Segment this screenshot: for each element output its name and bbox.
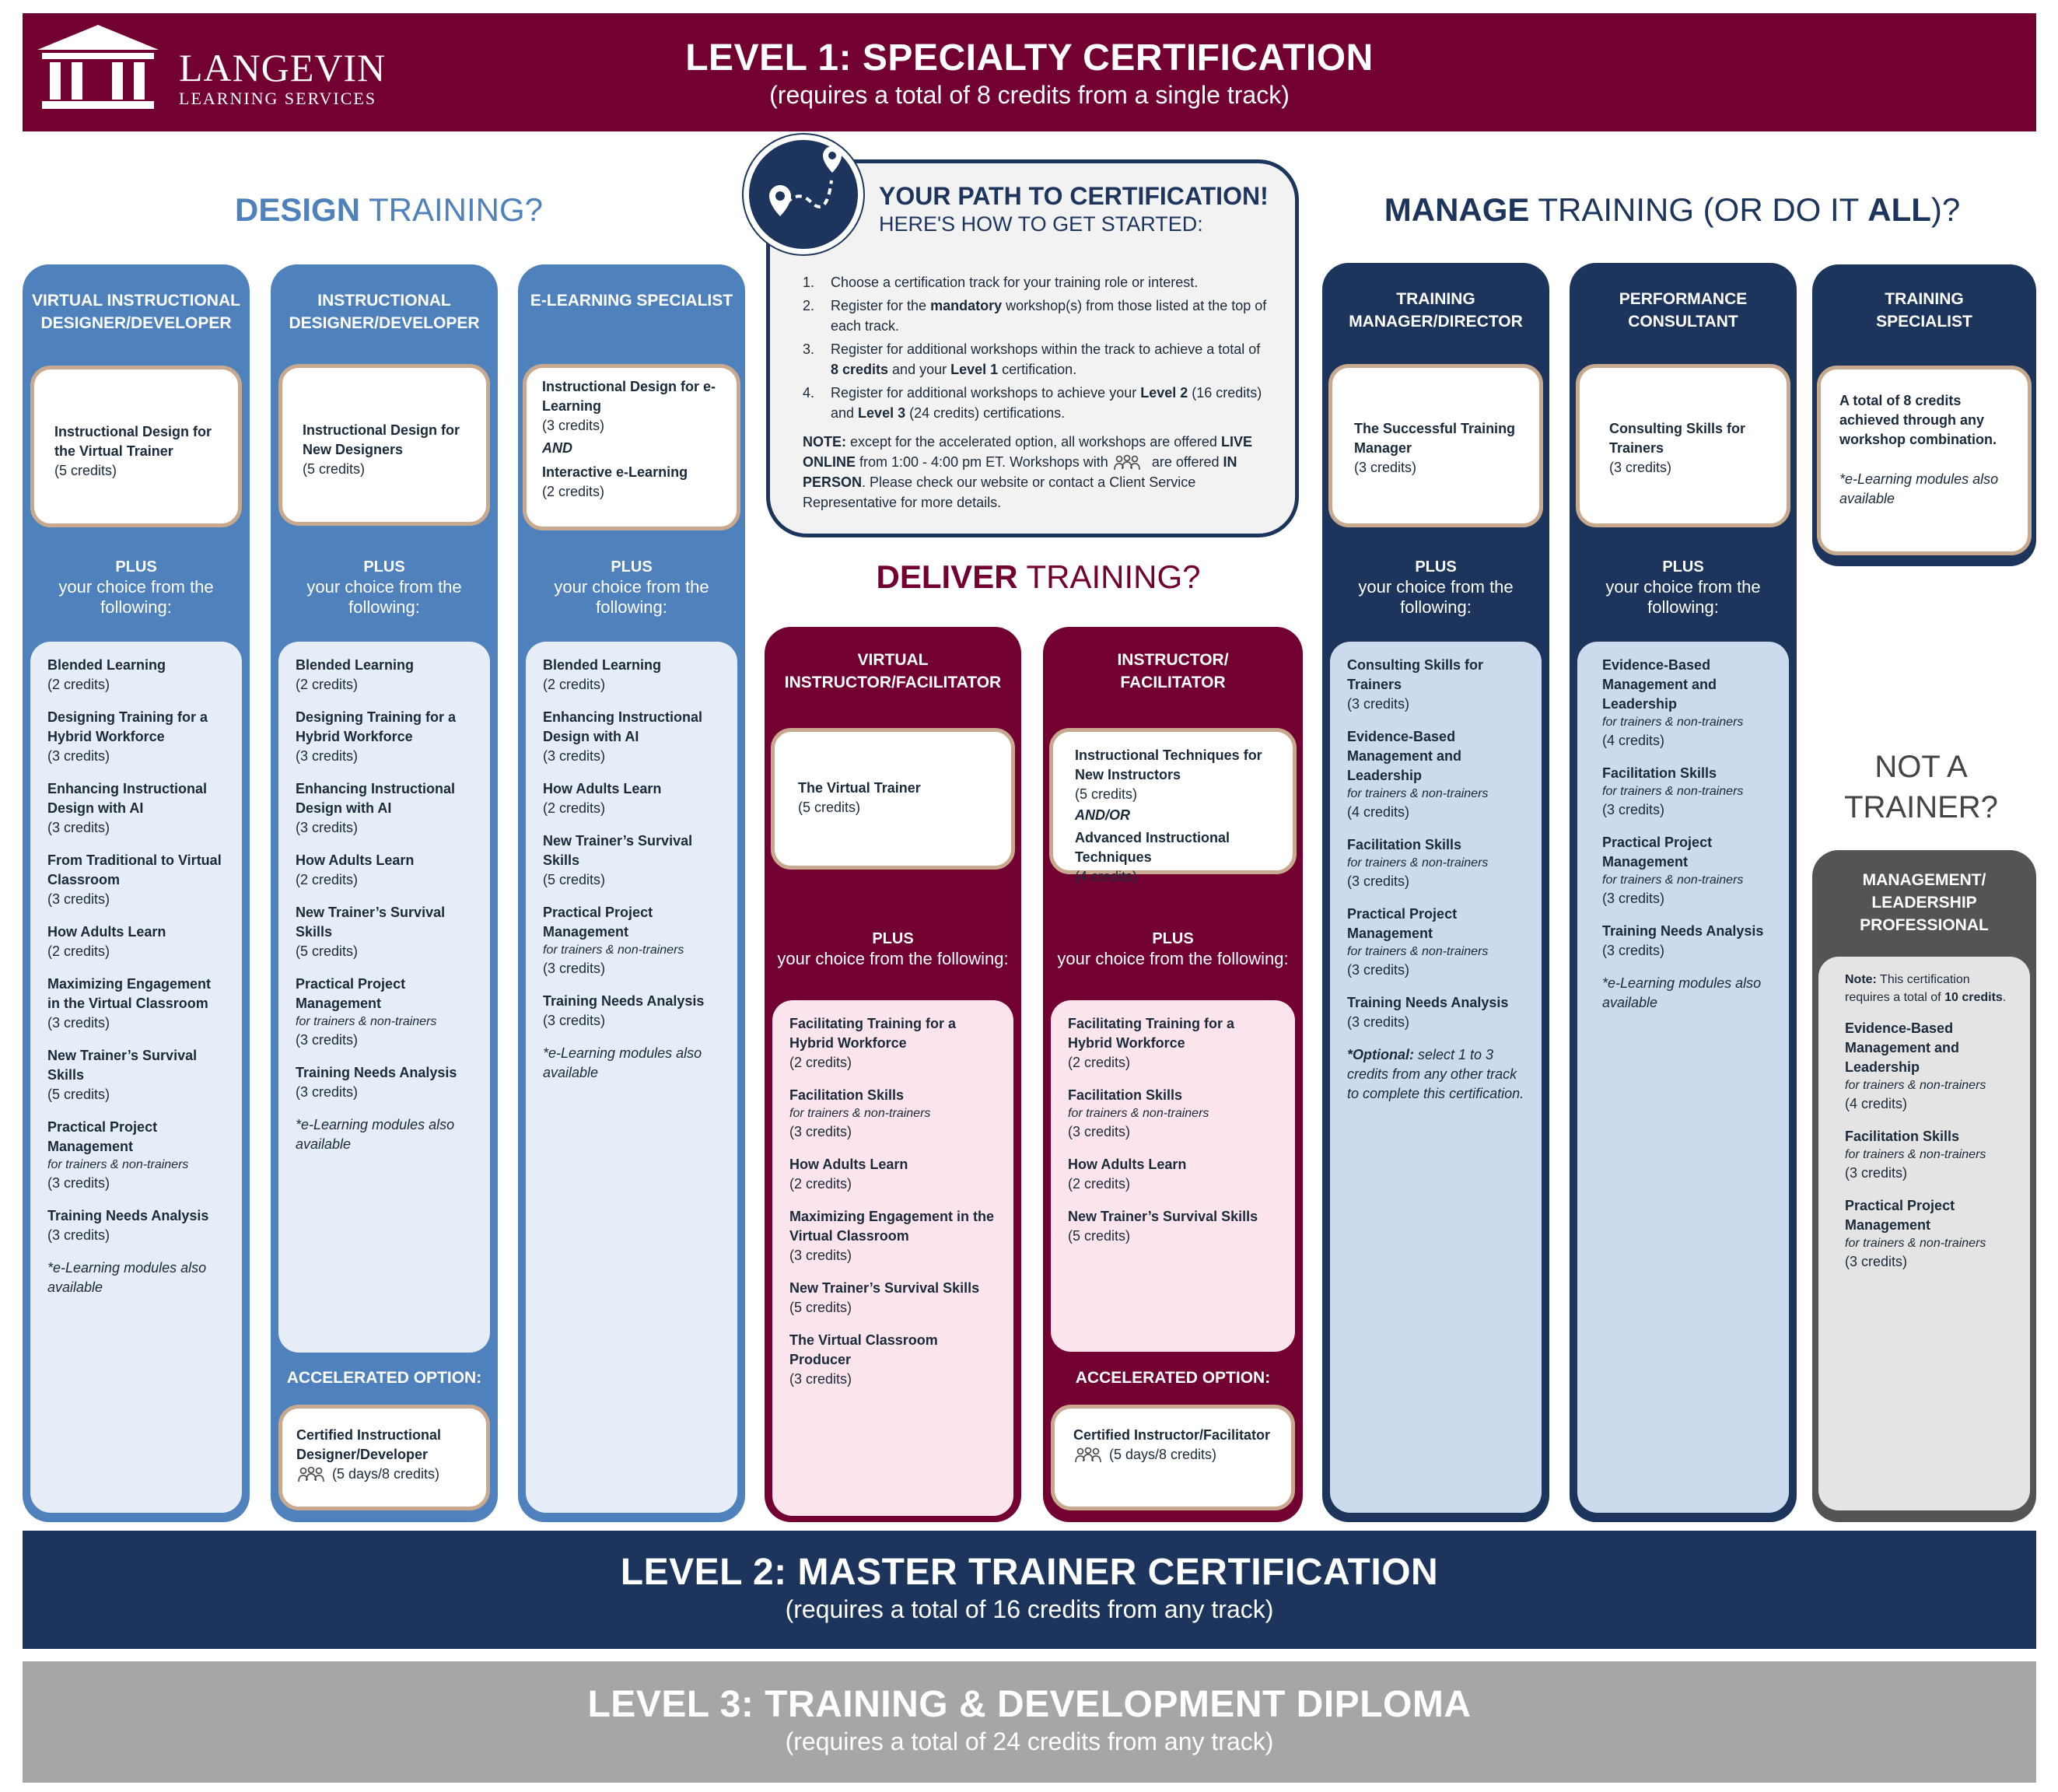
plus-choice-text: PLUS your choice from the following: — [306, 558, 462, 617]
elearning-note: *e-Learning modules also available — [1602, 975, 1762, 1010]
list-item[interactable]: Consulting Skills for Trainers (3 credits) — [1347, 657, 1484, 712]
accelerated-option-box[interactable]: Certified Instructor/Facilitator (5 days/8 credits) — [1051, 1405, 1295, 1510]
track-title: PERFORMANCE CONSULTANT — [1619, 290, 1748, 331]
list-item[interactable]: Facilitation Skills for trainers & non-trainers (3 credits) — [1347, 837, 1489, 889]
level3-banner — [23, 1661, 2036, 1783]
list-item[interactable]: Facilitation Skills for trainers & non-trainers (3 credits) — [1068, 1087, 1209, 1139]
elective-list — [278, 642, 490, 1353]
list-item[interactable]: Evidence-Based Management and Leadership for trainers & non-trainers (4 credits) — [1347, 729, 1489, 820]
list-item[interactable]: Training Needs Analysis (3 credits) — [543, 993, 705, 1028]
list-item[interactable]: How Adults Learn (2 credits) — [543, 781, 662, 816]
in-person-icon — [296, 1466, 326, 1483]
plus-choice-text: PLUS your choice from the following: — [1605, 558, 1761, 617]
list-item[interactable]: Training Needs Analysis (3 credits) — [47, 1208, 209, 1243]
mandatory-workshop-box[interactable]: The Successful Training Manager (3 credits) — [1328, 364, 1543, 527]
list-item[interactable]: Training Needs Analysis (3 credits) — [1602, 923, 1764, 958]
list-item[interactable]: How Adults Learn (2 credits) — [296, 852, 415, 887]
list-item[interactable]: Practical Project Management for trainers & non-trainers (3 credits) — [296, 976, 437, 1048]
track-title: E-LEARNING SPECIALIST — [530, 292, 733, 310]
accelerated-option-label: ACCELERATED OPTION: — [1075, 1369, 1271, 1387]
list-item[interactable]: The Virtual Classroom Producer (3 credits) — [789, 1332, 938, 1387]
list-item[interactable]: Maximizing Engagement in the Virtual Classroom (3 credits) — [789, 1209, 995, 1263]
level3-title: LEVEL 3: TRAINING & DEVELOPMENT DIPLOMA — [587, 1684, 1472, 1725]
elearning-note: *e-Learning modules also available — [47, 1260, 207, 1295]
deliver-heading: DELIVER TRAINING? — [876, 558, 1201, 595]
training-specialist-box[interactable]: A total of 8 credits achieved through any workshop combination. *e-Learning modules also available — [1817, 366, 2032, 555]
list-item[interactable]: How Adults Learn (2 credits) — [1068, 1157, 1187, 1192]
list-item[interactable]: Practical Project Management for trainers & non-trainers (3 credits) — [47, 1119, 189, 1191]
in-person-icon — [1073, 1447, 1103, 1464]
elective-list — [772, 1000, 1013, 1516]
list-item[interactable]: Blended Learning (2 credits) — [47, 657, 166, 692]
list-item[interactable]: Facilitation Skills for trainers & non-trainers (3 credits) — [789, 1087, 931, 1139]
elective-list — [526, 642, 737, 1513]
plus-choice-text: PLUS your choice from the following: — [777, 930, 1009, 968]
track-title: VIRTUAL INSTRUCTIONAL DESIGNER/DEVELOPER — [32, 292, 240, 332]
track-performance-consultant — [1570, 263, 1797, 1522]
track-virtual-instructional-designer — [23, 264, 250, 1522]
design-heading: DESIGN TRAINING? — [235, 191, 543, 228]
track-title: MANAGEMENT/ LEADERSHIP PROFESSIONAL — [1860, 871, 1989, 934]
list-item[interactable]: Designing Training for a Hybrid Workforce (3 credits) — [47, 709, 208, 764]
track-title: INSTRUCTIONAL DESIGNER/DEVELOPER — [289, 292, 480, 332]
plus-choice-text: PLUS your choice from the following: — [554, 558, 709, 617]
level1-title: LEVEL 1: SPECIALTY CERTIFICATION — [685, 37, 1374, 79]
accelerated-option-box[interactable]: Certified Instructional Designer/Developer (5 days/8 credits) — [278, 1405, 490, 1510]
path-step: 2. Register for the mandatory workshop(s) from those listed at the top of each track. — [803, 298, 1267, 334]
list-item[interactable]: New Trainer’s Survival Skills (5 credits) — [296, 905, 446, 959]
track-management-leadership-professional — [1812, 850, 2036, 1522]
list-item[interactable]: Maximizing Engagement in the Virtual Classroom (3 credits) — [47, 976, 212, 1031]
list-item[interactable]: Enhancing Instructional Design with AI (3 credits) — [543, 709, 703, 764]
mandatory-workshop-box[interactable]: Consulting Skills for Trainers (3 credits) — [1576, 364, 1790, 527]
track-title: INSTRUCTOR/ FACILITATOR — [1117, 651, 1229, 691]
list-item[interactable]: Practical Project Management for trainers & non-trainers (3 credits) — [1845, 1198, 1986, 1269]
level2-subtitle: (requires a total of 16 credits from any track) — [785, 1595, 1274, 1623]
list-item[interactable]: New Trainer’s Survival Skills (5 credits) — [789, 1280, 980, 1315]
elective-list — [30, 642, 242, 1513]
list-item[interactable]: New Trainer’s Survival Skills (5 credits) — [543, 833, 693, 887]
track-instructional-designer — [271, 264, 498, 1522]
list-item[interactable]: From Traditional to Virtual Classroom (3 credits) — [47, 852, 222, 907]
list-item[interactable]: New Trainer’s Survival Skills (5 credits) — [1068, 1209, 1258, 1244]
list-item[interactable]: Enhancing Instructional Design with AI (3 credits) — [47, 781, 208, 835]
not-a-trainer-heading: NOT A TRAINER? — [1844, 750, 1998, 824]
list-item[interactable]: Enhancing Instructional Design with AI (3 credits) — [296, 781, 456, 835]
mandatory-workshop-box[interactable]: The Virtual Trainer (5 credits) — [771, 728, 1015, 870]
mandatory-workshop-box[interactable]: Instructional Techniques for New Instructors (5 credits) AND/OR Advanced Instructional Techniques (4 credits) — [1049, 728, 1297, 874]
list-item[interactable]: How Adults Learn (2 credits) — [789, 1157, 908, 1192]
track-instructor-facilitator — [1043, 627, 1303, 1522]
logo-name: LANGEVIN — [179, 46, 387, 89]
list-item[interactable]: Practical Project Management for trainers & non-trainers (3 credits) — [1602, 835, 1744, 906]
elective-list — [1577, 642, 1789, 1513]
path-step: 3. Register for additional workshops within the track to achieve a total of 8 credits and your Level 1 certification. — [803, 341, 1261, 377]
in-person-icon — [1112, 454, 1142, 471]
path-title: YOUR PATH TO CERTIFICATION! — [879, 182, 1269, 210]
elective-list — [1051, 1000, 1295, 1352]
level1-subtitle: (requires a total of 8 credits from a single track) — [769, 81, 1290, 109]
mandatory-workshop-box[interactable]: Instructional Design for New Designers (5 credits) — [278, 364, 490, 526]
elearning-note: *e-Learning modules also available — [1839, 471, 1999, 506]
elective-list — [1330, 642, 1542, 1513]
track-virtual-instructor-facilitator — [765, 627, 1021, 1522]
list-item[interactable]: Facilitation Skills for trainers & non-trainers (3 credits) — [1602, 765, 1744, 817]
building-icon — [34, 23, 163, 110]
path-step: 1. Choose a certification track for your training role or interest. — [803, 275, 1199, 290]
plus-choice-text: PLUS your choice from the following: — [1358, 558, 1514, 617]
accelerated-option-label: ACCELERATED OPTION: — [286, 1369, 482, 1387]
track-title: TRAINING MANAGER/DIRECTOR — [1349, 290, 1523, 331]
list-item[interactable]: Training Needs Analysis (3 credits) — [296, 1065, 457, 1100]
track-title: TRAINING SPECIALIST — [1876, 290, 1972, 331]
list-item[interactable]: New Trainer’s Survival Skills (5 credits) — [47, 1048, 198, 1102]
level2-title: LEVEL 2: MASTER TRAINER CERTIFICATION — [620, 1552, 1439, 1593]
list-item[interactable]: Blended Learning (2 credits) — [296, 657, 415, 692]
track-title: VIRTUAL INSTRUCTOR/FACILITATOR — [784, 651, 1002, 691]
route-map-icon — [744, 135, 863, 254]
list-item[interactable]: Practical Project Management for trainers & non-trainers (3 credits) — [1347, 906, 1489, 978]
level3-subtitle: (requires a total of 24 credits from any track) — [785, 1727, 1274, 1755]
list-item[interactable]: Facilitating Training for a Hybrid Workforce (2 credits) — [789, 1016, 957, 1070]
path-subtitle: HERE'S HOW TO GET STARTED: — [879, 212, 1203, 236]
list-item[interactable]: Evidence-Based Management and Leadership for trainers & non-trainers (4 credits) — [1845, 1020, 1986, 1111]
logo-subtitle: LEARNING SERVICES — [179, 89, 377, 108]
list-item[interactable]: Facilitation Skills for trainers & non-trainers (3 credits) — [1845, 1129, 1986, 1181]
optional-note: *Optional: select 1 to 3 credits from any other track to complete this certification. — [1347, 1047, 1524, 1101]
list-item[interactable]: Facilitating Training for a Hybrid Workforce (2 credits) — [1068, 1016, 1235, 1070]
list-item[interactable]: Practical Project Management for trainers & non-trainers (3 credits) — [543, 905, 684, 976]
mandatory-workshop-box[interactable]: Instructional Design for the Virtual Trainer (5 credits) — [30, 366, 242, 527]
elective-list — [1818, 957, 2030, 1510]
list-item[interactable]: Designing Training for a Hybrid Workforce (3 credits) — [296, 709, 457, 764]
plus-choice-text: PLUS your choice from the following: — [58, 558, 214, 617]
langevin-logo[interactable] — [34, 23, 392, 113]
elearning-note: *e-Learning modules also available — [543, 1045, 702, 1080]
level2-banner — [23, 1531, 2036, 1649]
manage-heading: MANAGE TRAINING (OR DO IT ALL)? — [1384, 191, 1961, 228]
list-item[interactable]: How Adults Learn (2 credits) — [47, 924, 166, 959]
elearning-note: *e-Learning modules also available — [296, 1117, 455, 1152]
path-steps — [803, 272, 1269, 426]
plus-choice-text: PLUS your choice from the following: — [1057, 930, 1289, 968]
list-item[interactable]: Evidence-Based Management and Leadership for trainers & non-trainers (4 credits) — [1602, 657, 1744, 748]
list-item[interactable]: Blended Learning (2 credits) — [543, 657, 662, 692]
path-note: NOTE: except for the accelerated option, all workshops are offered LIVE ONLINE from 1:00 - 4:00 pm ET. Workshops with are offered IN PERSON. Please check our website or contact a Client Service Representative for more details. — [803, 434, 1252, 510]
track-training-manager-director — [1322, 263, 1549, 1522]
track-training-specialist — [1812, 264, 2036, 566]
mandatory-workshop-box[interactable]: Instructional Design for e-Learning (3 credits) AND Interactive e-Learning (2 credits) — [523, 364, 740, 530]
mlp-note: Note: This certification requires a total of 10 credits. — [1845, 973, 2007, 1004]
list-item[interactable]: Training Needs Analysis (3 credits) — [1347, 995, 1509, 1030]
path-step: 4. Register for additional workshops to achieve your Level 2 (16 credits) and Level 3 (24 credits) certifications. — [803, 385, 1262, 421]
track-elearning-specialist — [518, 264, 745, 1522]
